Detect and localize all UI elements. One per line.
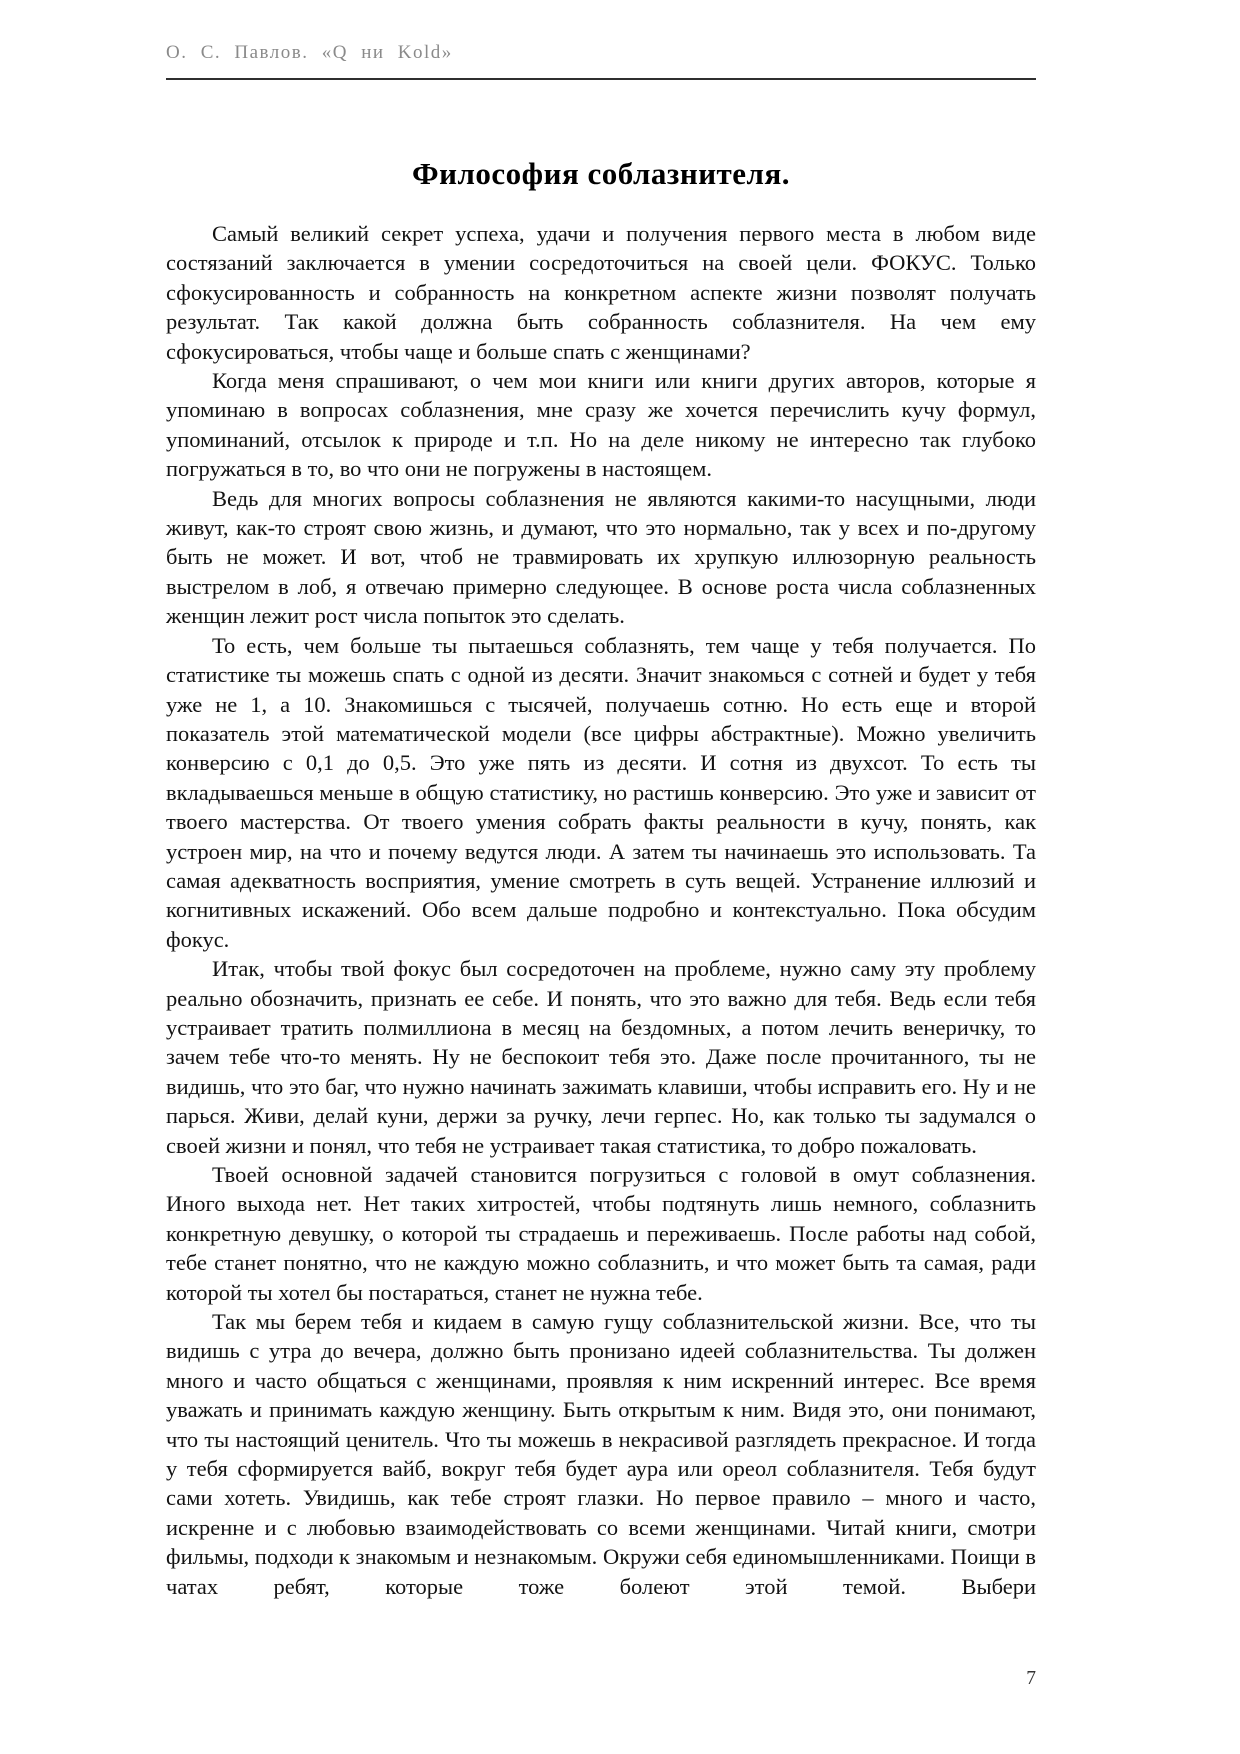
running-header-text: О. С. Павлов. «Q ни Kold»	[166, 42, 453, 63]
body-paragraph: То есть, чем больше ты пытаешься соблазнять, тем чаще у тебя получается. По статистике ты можешь спать с одной из десяти. Значит знакомься с сотней и будет у тебя уже не 1, а 10. Знакомишься с тысячей, получаешь сотню. Но есть еще и второй показатель этой математической модели (все цифры абстрактные). Можно увеличить конверсию с 0,1 до 0,5. Это уже пять из десяти. И сотня из двухсот. То есть ты вкладываешься меньше в общую статистику, но растишь конверсию. Это уже и зависит от твоего мастерства. От твоего умения собрать факты реальности в кучу, понять, как устроен мир, на что и почему ведутся люди. А затем ты начинаешь это использовать. Та самая адекватность восприятия, умение смотреть в суть вещей. Устранение иллюзий и когнитивных искажений. Обо всем дальше подробно и контекстуально. Пока обсудим фокус.	[166, 632, 1036, 952]
body-paragraph: Так мы берем тебя и кидаем в самую гущу соблазнительской жизни. Все, что ты видишь с утра до вечера, должно быть пронизано идеей соблазнительства. Ты должен много и часто общаться с женщинами, проявляя к ним искренний интерес. Все время уважать и принимать каждую женщину. Быть открытым к ним. Видя это, они понимают, что ты настоящий ценитель. Что ты можешь в некрасивой разглядеть прекрасное. И тогда у тебя сформируется вайб, вокруг тебя будет аура или ореол соблазнителя. Тебя будут сами хотеть. Увидишь, как тебе строят глазки. Но первое правило – много и часто, искренне и с любовью взаимодействовать со всеми женщинами. Читай книги, смотри фильмы, подходи к знакомым и незнакомым. Окружи себя единомышленниками. Поищи в чатах ребят, которые тоже болеют этой темой. Выбери	[166, 1309, 1036, 1599]
body-text	[166, 219, 1036, 1601]
body-paragraph: Самый великий секрет успеха, удачи и получения первого места в любом виде состязаний заключается в умении сосредоточиться на своей цели. ФОКУС. Только сфокусированность и собранность на конкретном аспекте жизни позволят получать результат. Так какой должна быть собранность соблазнителя. На чем ему сфокусироваться, чтобы чаще и больше спать с женщинами?	[166, 221, 1036, 364]
page-number: 7	[1026, 1668, 1036, 1689]
page-content	[166, 156, 1036, 1601]
body-paragraph: Твоей основной задачей становится погрузиться с головой в омут соблазнения. Иного выхода нет. Нет таких хитростей, чтобы подтянуть лишь немного, соблазнить конкретную девушку, о которой ты страдаешь и переживаешь. После работы над собой, тебе станет понятно, что не каждую можно соблазнить, и что может быть та самая, ради которой ты хотел бы постараться, станет не нужна тебе.	[166, 1162, 1036, 1305]
page-footer	[166, 1668, 1036, 1690]
body-paragraph: Когда меня спрашивают, о чем мои книги или книги других авторов, которые я упоминаю в вопросах соблазнения, мне сразу же хочется перечислить кучу формул, упоминаний, отсылок к природе и т.п. Но на деле никому не интересно так глубоко погружаться в то, во что они не погружены в настоящем.	[166, 368, 1036, 482]
body-paragraph: Ведь для многих вопросы соблазнения не являются какими-то насущными, люди живут, как-то строят свою жизнь, и думают, что это нормально, так у всех и по-другому быть не может. И вот, чтоб не травмировать их хрупкую иллюзорную реальность выстрелом в лоб, я отвечаю примерно следующее. В основе роста числа соблазненных женщин лежит рост числа попыток это сделать.	[166, 485, 1036, 629]
body-paragraph: Итак, чтобы твой фокус был сосредоточен на проблеме, нужно саму эту проблему реально обозначить, признать ее себе. И понять, что это важно для тебя. Ведь если тебя устраивает тратить полмиллиона в месяц на бездомных, а потом лечить венеричку, то зачем тебе что-то менять. Ну не беспокоит тебя это. Даже после прочитанного, ты не видишь, что это баг, что нужно начинать зажимать клавиши, чтобы исправить его. Ну и не парься. Живи, делай куни, держи за ручку, лечи герпес. Но, как только ты задумался о своей жизни и понял, что тебя не устраивает такая статистика, то добро пожаловать.	[166, 956, 1036, 1158]
running-header	[166, 42, 1036, 80]
chapter-title: Философия соблазнителя.	[412, 156, 790, 191]
